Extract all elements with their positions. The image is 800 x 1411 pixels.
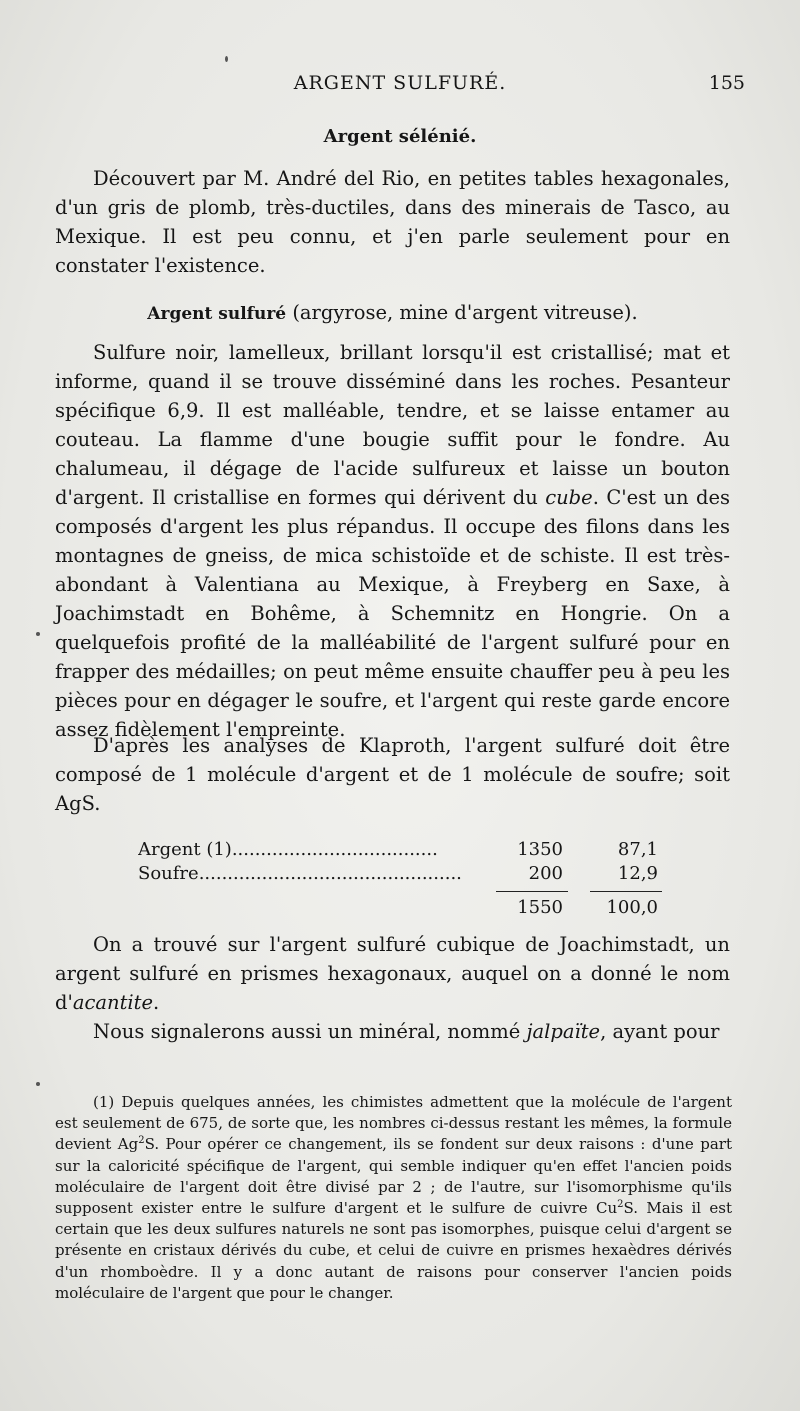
paper-speck [36, 1082, 40, 1086]
page-number: 155 [708, 72, 745, 94]
footnote-text: (1) Depuis quelques années, les chimistes admettent que la molécule de l'argent est seulement de 675, de sorte que, les nombres ci-dessus restant les mêmes, la formule devient Ag [55, 1093, 732, 1154]
paragraph-text: . [153, 991, 160, 1014]
italic-term-cube: cube [545, 486, 593, 509]
row-label: Soufre.............................................. [138, 863, 462, 884]
paragraph-text: , ayant pour [600, 1020, 720, 1043]
paragraph-text: . C'est un des composés d'argent les plus répandus. Il occupe des filons dans les montagnes de gneiss, de mica schistoïde et de schiste. Il est très-abondant à Valentiana au Mexique, à Freyberg en Saxe, à Joachimstadt en Bohême, à Schemnitz en Hongrie. On a quelquefois profité de la malléabilité de l'argent sulfuré pour en frapper des médailles; on peut même ensuite chauffer peu à peu les pièces pour en dégager le soufre, et l'argent qui reste garde encore assez fidèlement l'empreinte. [55, 486, 730, 741]
section-title-rest: (argyrose, mine d'argent vitreuse). [286, 301, 638, 324]
paragraph-text: On a trouvé sur l'argent sulfuré cubique de Joachimstadt, un argent sulfuré en prismes hexagonaux, auquel on a donné le nom d' [55, 933, 730, 1014]
superscript: 2 [138, 1135, 145, 1147]
superscript: 2 [617, 1199, 624, 1211]
section-title-argent-sulfure [55, 298, 730, 329]
paragraph-text: Nous signalerons aussi un minéral, nommé [93, 1020, 527, 1043]
section-title-bold: Argent sulfuré [147, 304, 287, 324]
row-label: Argent (1).................................... [138, 839, 438, 860]
footnote-text: S. Mais il est certain que les deux sulfures naturels ne sont pas isomorphes, puisque celui d'argent se présente en cristaux dérivés du cube, et celui de cuivre en prismes hexaèdres dérivés d'un rhomboèdre. Il y a donc autant de raisons pour conserver l'ancien poids moléculaire de l'argent que pour le changer. [55, 1199, 732, 1302]
row-value-2: 87,1 [617, 839, 658, 860]
section-title-argent-selenie: Argent sélénié. [323, 126, 477, 147]
paragraph-argent-selenie: Découvert par M. André del Rio, en petites tables hexagonales, d'un gris de plomb, très-ductiles, dans des minerais de Tasco, au Mexique. Il est peu connu, et j'en parle seulement pour en constater l'existence. [55, 167, 730, 277]
table-row [138, 862, 658, 886]
table-row [138, 838, 658, 862]
sum-rule [590, 891, 662, 892]
table-total-row [138, 896, 658, 920]
sum-rule [496, 891, 568, 892]
paragraph-text: Sulfure noir, lamelleux, brillant lorsqu'il est cristallisé; mat et informe, quand il se trouve disséminé dans les roches. Pesanteur spécifique 6,9. Il est malléable, tendre, et se laisse entamer au couteau. La flamme d'une bougie suffit pour le fondre. Au chalumeau, il dégage de l'acide sulfureux et laisse un bouton d'argent. Il cristallise en formes qui dérivent du [55, 341, 730, 509]
footnote-text: S. Pour opérer ce changement, ils se fondent sur deux raisons : d'une part sur la caloricité spécifique de l'argent, qui semble indiquer qu'en effet l'ancien poids moléculaire de l'argent doit être divisé par 2 ; de l'autre, sur l'isomorphisme qu'ils supposent exister entre le sulfure d'argent et le sulfure de cuivre Cu [55, 1135, 732, 1218]
paper-speck [36, 632, 40, 636]
total-value-1: 1550 [517, 897, 563, 918]
row-value-1: 1350 [517, 839, 563, 860]
total-value-2: 100,0 [606, 897, 658, 918]
italic-term-acantite: acantite [72, 991, 154, 1014]
paragraph-jalpaite [55, 1017, 730, 1046]
page-header [55, 72, 745, 102]
footnote [55, 1092, 732, 1304]
paper-speck [225, 56, 228, 62]
row-value-2: 12,9 [617, 863, 658, 884]
running-head: ARGENT SULFURÉ. [293, 72, 507, 94]
paragraph-klaproth: D'après les analyses de Klaproth, l'argent sulfuré doit être composé de 1 molécule d'argent et de 1 molécule de soufre; soit AgS. [55, 734, 730, 815]
row-value-1: 200 [528, 863, 563, 884]
composition-table [138, 838, 658, 918]
paragraph-description [55, 338, 730, 744]
italic-term-jalpaite: jalpaïte [526, 1020, 601, 1043]
paragraph-acantite [55, 930, 730, 1017]
